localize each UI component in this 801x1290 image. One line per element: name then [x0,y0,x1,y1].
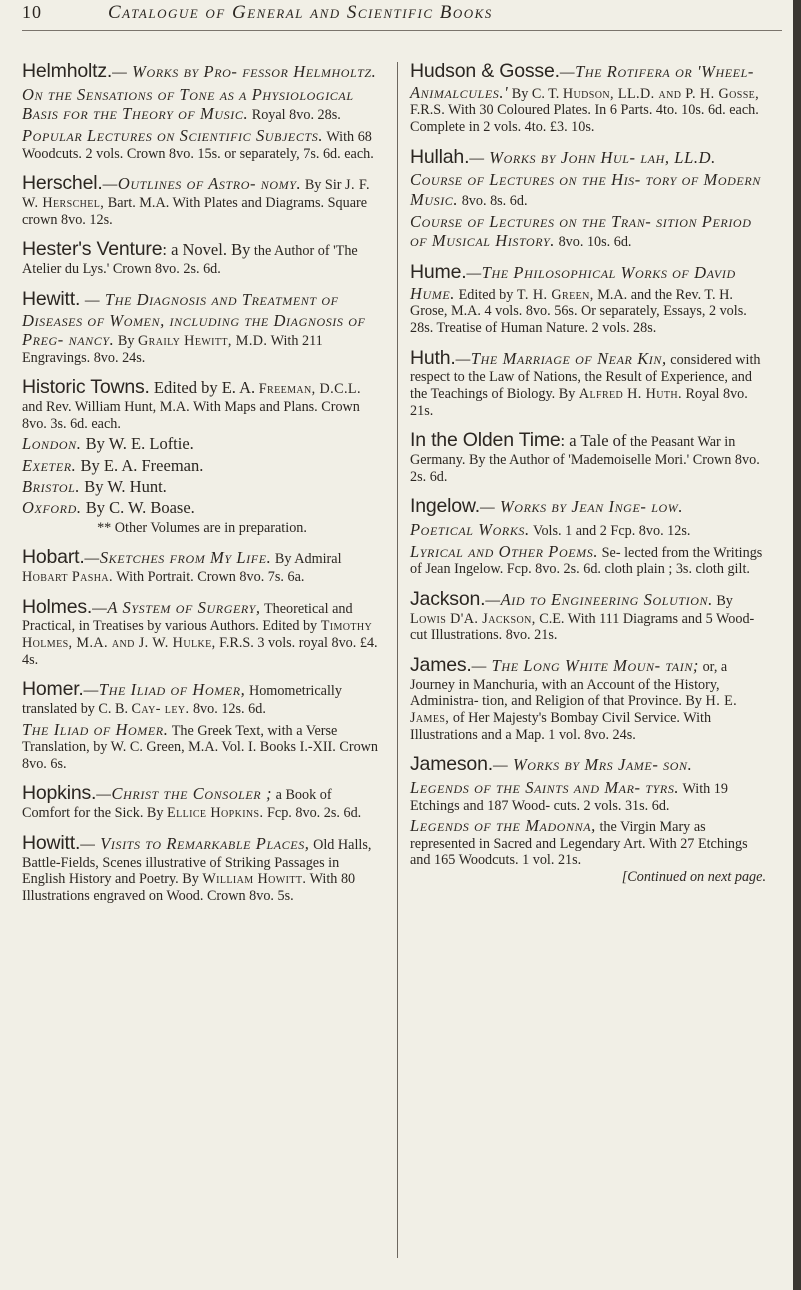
entry-title: —Sketches from My Life. [84,548,272,568]
work-title: Poetical Works. [410,520,530,540]
entry-details-pre: considered with respect to the Law of Nations, the Result of Experience, and the Teachings of Biology. By [410,351,761,402]
entry-details: 8vo. 12s. 6d. [192,701,266,718]
entry-details: and Rev. William Hunt, M.A. With Maps and Plans. Crown 8vo. 3s. 6d. each. [22,399,360,432]
entry-title: —A System of Surgery, [92,597,261,617]
work-title: Course of Lectures on the Tran- sition Period of Musical History. [410,211,752,251]
entry-name: Homer. [22,678,84,701]
work-title: On the Sensations of Tone as a Physiological Basis for the Theory of Music. [22,84,354,124]
entry-author: Alfred H. Huth. [578,385,682,402]
entry-details: C.E. With 111 Diagrams and 5 Wood- cut Illustrations. 8vo. 21s. [410,610,755,644]
work-details: With 68 Woodcuts. 2 vols. Crown 8vo. 15s. or separately, 7s. 6d. each. [22,129,374,162]
entry-details-pre: By Admiral [274,551,342,568]
entry-author: Ellice Hopkins. [167,805,264,822]
catalogue-entry [410,60,770,136]
catalogue-entry [22,238,382,277]
entry-title: — Visits to Remarkable Places, [80,833,310,853]
entry-details: the Author of 'The Atelier du Lys.' Crown 8vo. 2s. 6d. [22,243,358,278]
catalogue-entry [410,588,770,644]
entry-subtitle: : a Tale of [560,431,627,451]
entry-name: Hume. [410,260,467,283]
entry-name: Holmes. [22,595,93,618]
entry-title: — The Long White Moun- tain; [471,655,700,675]
entry-author: J. F. W. Herschel, [22,177,370,212]
entry-title: —Aid to Engineering Solution. [485,589,713,609]
running-head: Catalogue of General and Scientific Books [108,2,493,23]
catalogue-entry [410,347,770,420]
entry-name: In the Olden Time [410,429,561,452]
catalogue-entry [410,495,770,578]
work-item [22,85,382,124]
catalogue-entry [410,146,770,251]
entry-author: Timothy Holmes, M.A. and J. W. Hulke, [22,618,373,652]
catalogue-entry [22,782,382,821]
entry-details: Bart. M.A. With Plates and Diagrams. Square crown 8vo. 12s. [22,195,368,228]
entry-name: Ingelow. [410,495,480,518]
entry-details: With 211 Engravings. 8vo. 24s. [22,333,323,366]
work-item [410,778,770,814]
work-details: 8vo. 10s. 6d. [558,234,632,251]
entry-details: Royal 8vo. 21s. [410,385,748,419]
catalogue-entry [410,429,770,485]
catalogue-entry [22,172,382,228]
entry-name: Helmholtz. [22,60,113,82]
entry-details-pre: or, a Journey in Manchuria, with an Account of the History, Administra- tion, and Religion of that Province. By [410,658,728,710]
entry-details-pre: By [117,333,139,350]
entry-subtitle: Edited by E. A. [149,378,256,398]
entry-author: Graily Hewitt, M.D. [138,333,268,350]
entry-details: M.A. and the Rev. T. H. Grose, M.A. 4 vols. 8vo. 56s. Or separately, Essays, 2 vols. 28s. Treatise of Human Nature. 2 vols. 28s. [410,286,747,336]
town-name: London. [22,434,82,454]
entry-title: —Christ the Consoler ; [96,784,273,804]
catalogue-entry [22,288,382,367]
work-item [22,126,382,162]
entry-details-pre: Edited by [458,286,517,303]
catalogue-entry [410,753,770,885]
entry-author: Lowis D'A. Jackson, [410,610,536,627]
town-name: Oxford. [22,498,82,518]
entry-details: the Peasant War in Germany. By the Author of 'Mademoiselle Mori.' Crown 8vo. 2s. 6d. [410,434,760,485]
entry-title: —The Marriage of Near Kin, [455,348,667,368]
work-details: Se- lected from the Writings of Jean Ingelow. Fcp. 8vo. 2s. 6d. cloth plain ; 3s. cloth gilt. [410,544,763,578]
entry-details-pre: Old Halls, Battle-Fields, Scenes illustrative of Striking Passages in English History and Poetry. By [22,836,372,888]
column-divider [397,62,398,1258]
entry-name: Hullah. [410,145,470,168]
work-title: The Iliad of Homer. [22,719,169,739]
entry-title: — Works by Mrs Jame- son. [492,755,693,775]
entry-title: —The Rotifera or 'Wheel-Animalcules.' [410,62,754,102]
town-item [22,498,382,517]
work-item [410,212,770,251]
catalogue-entry [22,596,382,669]
work-details: With 19 Etchings and 187 Wood- cuts. 2 vols. 31s. 6d. [410,780,728,814]
town-item [22,477,382,496]
entry-details-pre: a Book of Comfort for the Sick. By [22,787,332,822]
entry-title: — The Diagnosis and Treatment of Diseases of Women, including the Diagnosis of Preg- nancy. [22,289,366,350]
work-item [410,542,770,578]
left-column [22,60,382,915]
entry-details-pre: By Sir [304,177,346,194]
entry-details: F.R.S. 3 vols. royal 8vo. £4. 4s. [22,635,378,668]
header-rule [22,30,782,31]
entry-author: H. E. James, [410,693,738,726]
entry-name: Jackson. [410,587,486,610]
entry-author: Freeman, D.C.L. [258,381,361,398]
work-details: The Greek Text, with a Verse Translation, by W. C. Green, M.A. Vol. I. Books I.-XII. Crown 8vo. 6s. [22,722,379,772]
entry-details-pre: Theoretical and Practical, in Treatises by various Authors. Edited by [22,600,353,635]
entry-details: of Her Majesty's Bombay Civil Service. With Illustrations and a Map. 1 vol. 8vo. 24s. [410,709,712,743]
entry-author: William Howitt. [202,871,307,888]
entry-details-pre: By C. T. [511,85,563,102]
entry-name: Historic Towns. [22,376,150,399]
entry-name: Hudson & Gosse. [410,60,560,82]
page-edge [793,0,801,1290]
catalogue-entry [410,261,770,337]
work-item [410,170,770,209]
entry-details-pre: By [716,592,733,609]
entry-name: Hester's Venture [22,238,163,261]
entry-author: Hudson, LL.D. and P. H. Gosse, [562,85,760,102]
entry-name: James. [410,653,472,676]
entry-details: With Portrait. Crown 8vo. 7s. 6a. [116,568,305,585]
entry-details-pre: Homometrically translated by C. B. [22,683,342,718]
entry-title: — Works by Jean Inge- low. [479,497,684,517]
town-author: By W. E. Loftie. [85,434,194,454]
entry-author: T. H. Green, [516,286,594,303]
town-item [22,456,382,475]
town-item [22,434,382,453]
town-author: By C. W. Boase. [85,498,195,518]
work-item [22,720,382,773]
work-title: Lyrical and Other Poems. [410,541,599,561]
entry-subtitle: : a Novel. By [162,240,251,260]
entry-title: — Works by John Hul- lah, LL.D. [469,147,716,167]
work-details: 8vo. 8s. 6d. [461,193,528,210]
catalogue-entry [22,546,382,585]
town-name: Bristol. [22,476,81,496]
entry-name: Huth. [410,346,456,369]
entry-name: Hobart. [22,546,85,569]
work-details: the Virgin Mary as represented in Sacred and Legendary Art. With 27 Etchings and 165 Woodcuts. 1 vol. 21s. [410,819,748,869]
work-item [410,816,770,869]
work-details: Royal 8vo. 28s. [251,107,341,124]
entry-name: Herschel. [22,172,103,195]
entry-title: — Works by Pro- fessor Helmholtz. [112,62,377,81]
catalogue-entry [22,376,382,536]
page-number: 10 [22,2,42,22]
entry-details: With 80 Illustrations engraved on Wood. Crown 8vo. 5s. [22,871,356,904]
work-item [410,520,770,540]
entry-details: Fcp. 8vo. 2s. 6d. [267,805,362,822]
other-volumes-note: *⁣* Other Volumes are in preparation. [97,519,307,536]
entry-author: Cay- ley. [131,701,190,718]
work-details: Vols. 1 and 2 Fcp. 8vo. 12s. [533,523,691,540]
catalogue-entry [410,654,770,743]
work-title: Legends of the Madonna, [410,816,596,836]
entry-title: —The Iliad of Homer, [83,680,246,700]
work-title: Course of Lectures on the His- tory of Modern Music. [410,170,761,210]
catalogue-entry [22,678,382,772]
entry-details: F.R.S. With 30 Coloured Plates. In 6 Parts. 4to. 10s. 6d. each. Complete in 2 vols. 4to. £3. 10s. [410,102,759,136]
right-column [410,60,770,896]
entry-title: —Outlines of Astro- nomy. [102,174,302,194]
continued-note: [Continued on next page. [621,868,766,885]
entry-name: Hopkins. [22,782,97,805]
entry-title: —The Philosophical Works of David Hume. [410,262,736,303]
work-title: Legends of the Saints and Mar- tyrs. [410,777,680,797]
entry-name: Jameson. [410,753,493,776]
entry-author: Hobart Pasha. [22,568,113,585]
entry-name: Hewitt. [22,287,81,310]
catalogue-entry [22,60,382,162]
town-author: By E. A. Freeman. [80,455,204,475]
work-title: Popular Lectures on Scientific Subjects. [22,126,324,146]
town-author: By W. Hunt. [84,476,167,496]
town-name: Exeter. [22,455,77,475]
entry-name: Howitt. [22,831,81,854]
catalogue-entry [22,832,382,905]
